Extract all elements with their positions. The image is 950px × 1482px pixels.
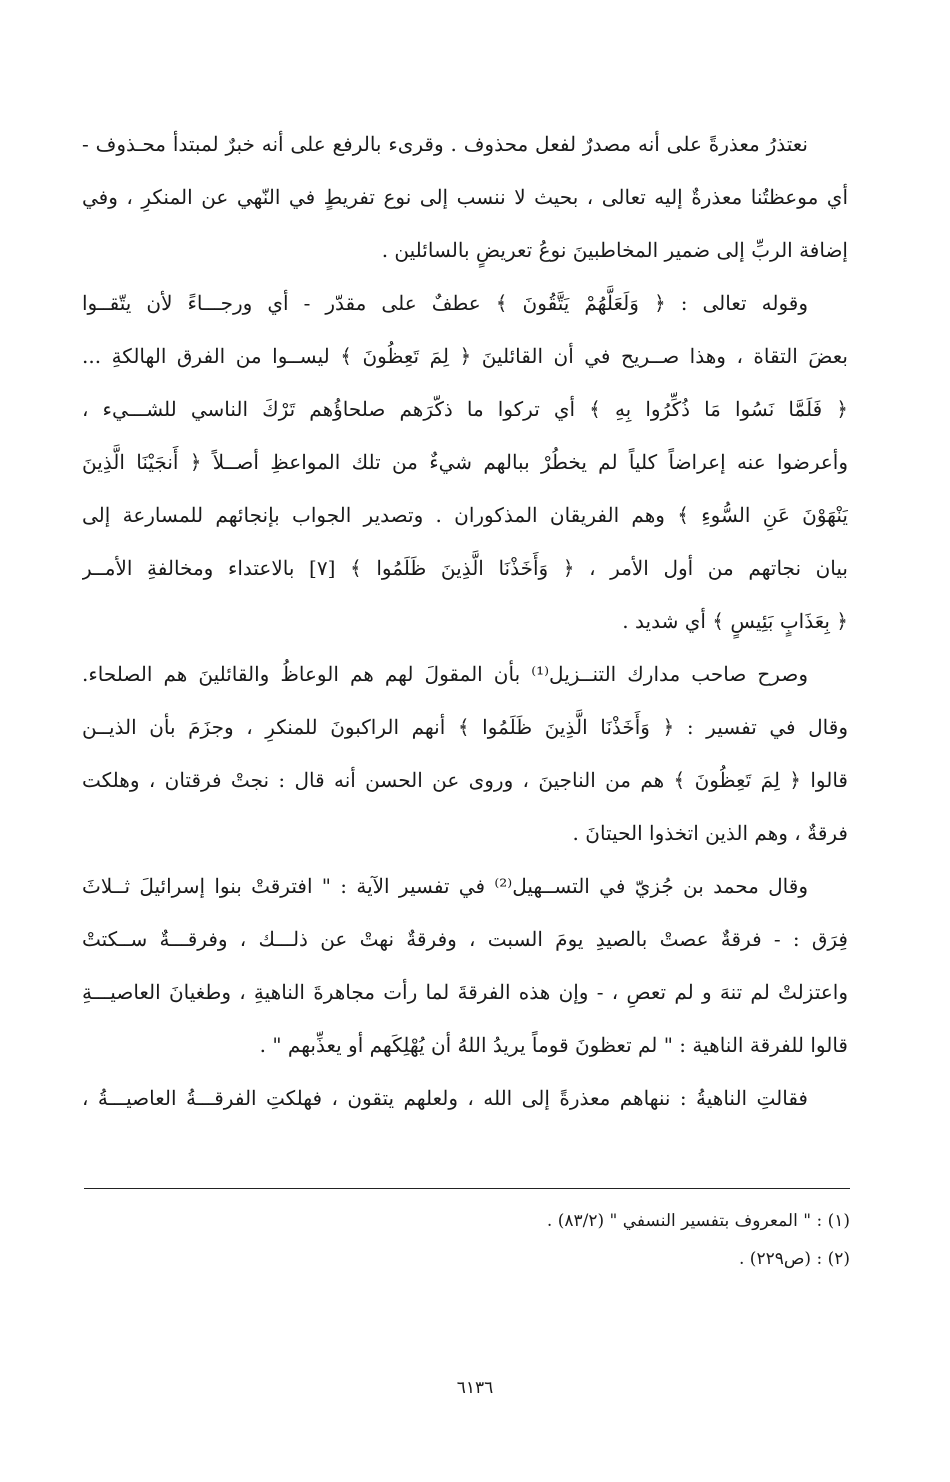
text-line: وأعرضوا عنه إعراضاً كلياً لم يخطُرْ ببالهم شيءٌ من تلك المواعظِ أصــلاً ﴿ أَنجَيْنَا الَّذِينَ xyxy=(82,450,848,474)
text-line: وقال في تفسير : ﴿ وَأَخَذْنَا الَّذِينَ ظَلَمُوا ﴾ أنهم الراكبونَ للمنكرِ ، وجزَمَ بأن الذيــن xyxy=(82,715,848,739)
text-line: بيان نجاتهم من أول الأمر ، ﴿ وَأَخَذْنَا الَّذِينَ ظَلَمُوا ﴾ [٧] بالاعتداء ومخالفةِ الأمــر xyxy=(82,556,848,580)
footnote-divider xyxy=(84,1188,850,1189)
text-line: وقال محمد بن جُزيّ في التســهيل⁽²⁾ في تفسير الآية : " افترقتْ بنوا إسرائيلَ ثــلاثَ xyxy=(82,874,808,898)
text-line: نعتذرُ معذرةً على أنه مصدرٌ لفعل محذوف . وقرىء بالرفع على أنه خبرٌ لمبتدأ محـذوف - xyxy=(82,132,808,156)
footnote-2: (٢) : (ص٢٢٩) . xyxy=(739,1249,850,1269)
body-text xyxy=(82,118,848,1125)
text-line: بعضَ التقاة ، وهذا صــريح في أن القائلينَ ﴿ لِمَ تَعِظُونَ ﴾ ليســوا من الفرق الهالكةِ ... xyxy=(82,344,848,368)
text-line: فرقةٌ ، وهم الذين اتخذوا الحيتانَ . xyxy=(572,821,848,845)
text-line: وصرح صاحب مدارك التنــزيل⁽¹⁾ بأن المقولَ لهم هم الوعاظُ والقائلينَ هم الصلحاء. xyxy=(82,662,808,686)
text-line: ﴿ بِعَذَابٍ بَئِيسٍ ﴾ أي شديد . xyxy=(622,609,848,633)
text-line: إضافة الربِّ إلى ضمير المخاطبينَ نوعُ تعريضٍ بالسائلين . xyxy=(381,238,848,262)
footnote-1: (١) : " المعروف بتفسير النسفي " (٨٣/٢) . xyxy=(546,1211,850,1231)
footnotes xyxy=(84,1202,850,1278)
page-number: ٦١٣٦ xyxy=(456,1378,494,1398)
text-line: أي موعظتُنا معذرةٌ إليه تعالى ، بحيث لا ننسب إلى نوع تفريطٍ في النّهي عن المنكرِ ، وفي xyxy=(82,185,848,209)
text-line: قالوا للفرقة الناهية : " لم تعظونَ قوماً يريدُ اللهُ أن يُهْلِكَهم أو يعذِّبهم " . xyxy=(259,1033,848,1057)
text-line: فِرَق : - فرقةٌ عصتْ بالصيدِ يومَ السبت ، وفرقةٌ نهتْ عن ذلـــك ، وفرقـــةٌ ســكتتْ xyxy=(82,927,848,951)
text-line: فقالتِ الناهيةُ : ننهاهم معذرةً إلى الله ، ولعلهم يتقون ، فهلكتِ الفرقـــةُ العاصيـــةُ ، xyxy=(82,1086,808,1110)
text-line: ﴿ فَلَمَّا نَسُوا مَا ذُكِّرُوا بِهِ ﴾ أي تركوا ما ذكّرَهم صلحاؤُهم تَرْكَ الناسي للشـــيء ، xyxy=(82,397,848,421)
text-line: وقوله تعالى : ﴿ وَلَعَلَّهُمْ يَتَّقُونَ ﴾ عطفٌ على مقدّر - أي ورجـــاءً لأن يتّقــوا xyxy=(82,291,808,315)
text-line: قالوا ﴿ لِمَ تَعِظُونَ ﴾ هم من الناجينَ ، وروى عن الحسن أنه قال : نجتْ فرقتان ، وهلكت xyxy=(82,768,848,792)
text-line: واعتزلتْ لم تنهَ و لم تعصِ ، - وإن هذه الفرقةَ لما رأت مجاهرةَ الناهيةِ ، وطغيانَ العاصيـــةِ xyxy=(82,980,848,1004)
text-line: يَنْهَوْنَ عَنِ السُّوءِ ﴾ وهم الفريقان المذكوران . وتصدير الجواب بإنجائهم للمسارعة إلى xyxy=(82,503,848,527)
